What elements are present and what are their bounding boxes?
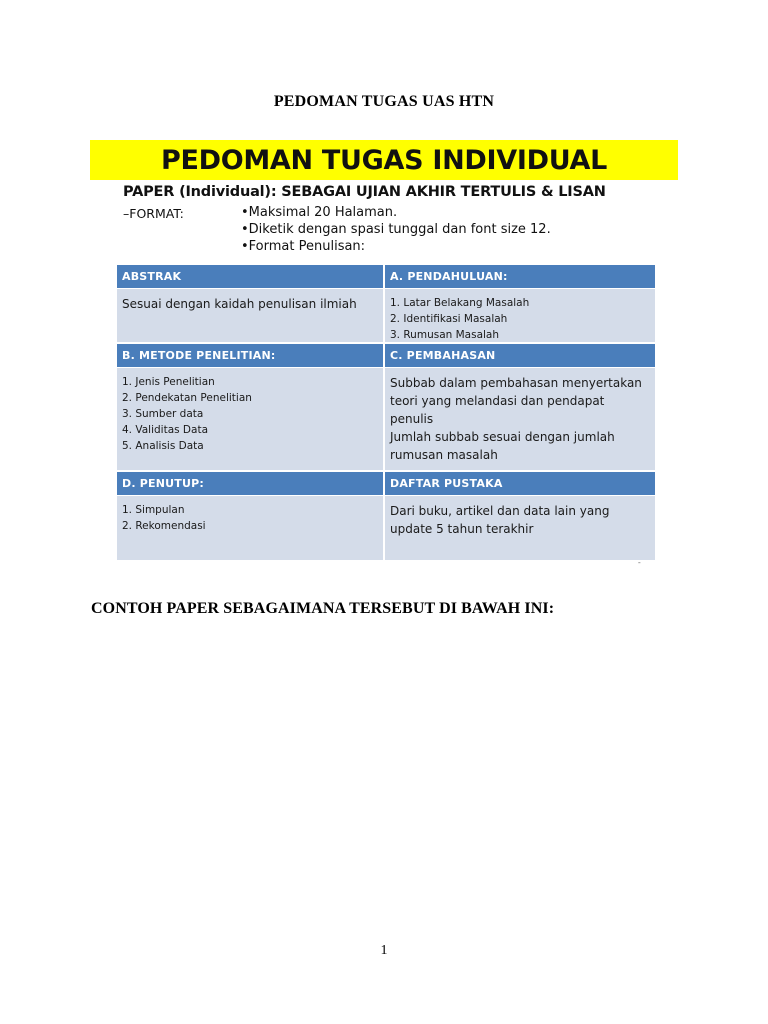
cell-pendahuluan	[385, 289, 657, 344]
slide-banner: PEDOMAN TUGAS INDIVIDUAL	[90, 140, 678, 180]
header-abstrak: ABSTRAK	[117, 265, 385, 289]
page-number: 1	[380, 943, 388, 958]
list-item: 2. Rekomendasi	[122, 520, 206, 532]
cell-pembahasan	[385, 368, 657, 472]
list-item: 4. Validitas Data	[122, 424, 209, 436]
list-item: 1. Jenis Penelitian	[122, 376, 215, 388]
pembahasan-line: rumusan masalah	[390, 448, 498, 462]
paper-heading: PAPER (Individual): SEBAGAI UJIAN AKHIR TERTULIS & LISAN	[123, 184, 606, 200]
pembahasan-line: teori yang melandasi dan pendapat penulis	[390, 394, 605, 426]
pustaka-line: update 5 tahun terakhir	[390, 522, 534, 536]
example-heading: CONTOH PAPER SEBAGAIMANA TERSEBUT DI BAWAH INI:	[91, 600, 555, 617]
abstrak-text: Sesuai dengan kaidah penulisan ilmiah	[122, 297, 357, 311]
metode-list	[122, 374, 378, 454]
format-item: • Maksimal 20 Halaman.	[241, 204, 551, 221]
guideline-slide	[90, 140, 680, 568]
pendahuluan-list	[390, 295, 650, 343]
pembahasan-line: Jumlah subbab sesuai dengan jumlah	[390, 430, 615, 444]
header-metode: B. METODE PENELITIAN:	[117, 344, 385, 368]
pustaka-line: Dari buku, artikel dan data lain yang	[390, 504, 610, 518]
penutup-list	[122, 502, 378, 534]
cell-metode	[117, 368, 385, 472]
header-penutup: D. PENUTUP:	[117, 472, 385, 496]
list-item: 5. Analisis Data	[122, 440, 204, 452]
header-pendahuluan: A. PENDAHULUAN:	[385, 265, 657, 289]
format-list	[241, 204, 551, 255]
format-item: • Format Penulisan:	[241, 238, 551, 255]
cell-pustaka	[385, 496, 657, 562]
list-item: 2. Pendekatan Penelitian	[122, 392, 252, 404]
list-item: 3. Sumber data	[122, 408, 204, 420]
cell-penutup	[117, 496, 385, 562]
list-item: 1. Latar Belakang Masalah	[390, 297, 530, 309]
format-item: • Diketik dengan spasi tunggal dan font size 12.	[241, 221, 551, 238]
cell-abstrak	[117, 289, 385, 344]
header-pustaka: DAFTAR PUSTAKA	[385, 472, 657, 496]
list-item: 3. Rumusan Masalah	[390, 329, 500, 341]
list-item: 2. Identifikasi Masalah	[390, 313, 508, 325]
format-label: –FORMAT:	[123, 206, 184, 221]
page-title: PEDOMAN TUGAS UAS HTN	[273, 93, 495, 110]
structure-table	[116, 265, 657, 562]
slide-mark: -	[638, 558, 641, 567]
header-pembahasan: C. PEMBAHASAN	[385, 344, 657, 368]
list-item: 1. Simpulan	[122, 504, 185, 516]
pembahasan-line: Subbab dalam pembahasan menyertakan	[390, 376, 642, 390]
